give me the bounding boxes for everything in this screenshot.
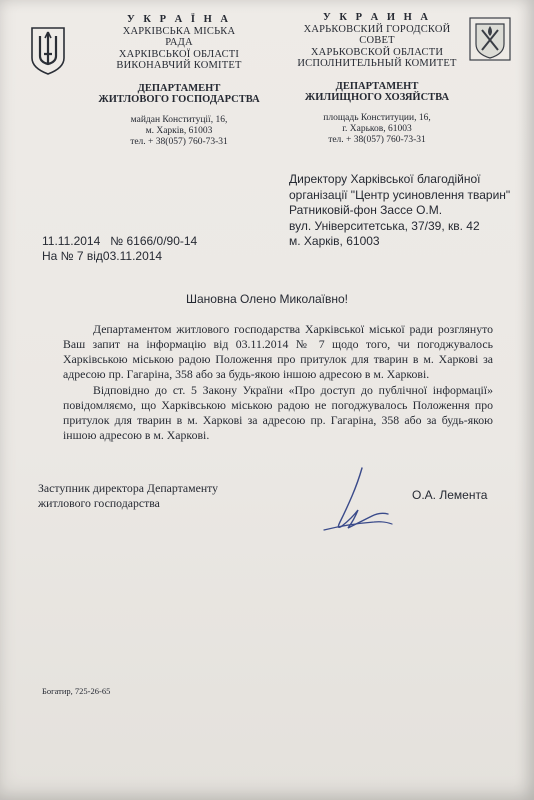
executor-footer: Богатир, 725-26-65 [42, 686, 111, 696]
signatory-position [38, 481, 218, 511]
recipient-line: організації "Центр усиновлення тварин" [289, 187, 511, 202]
header-rus-dept: ДЕПАРТАМЕНТ [335, 80, 419, 92]
header-rus-dept: ЖИЛИЩНОГО ХОЗЯЙСТВА [304, 92, 450, 103]
header-ukr-line: РАДА [165, 37, 193, 48]
signatory-position-line: житлового господарства [38, 496, 160, 510]
header-ukr-address: м. Харків, 61003 [145, 125, 213, 136]
header-rus-line: ИСПОЛНИТЕЛЬНЫЙ КОМИТЕТ [297, 58, 457, 69]
header-rus-line: СОВЕТ [359, 35, 395, 46]
header-ukr-line: ВИКОНАВЧИЙ КОМІТЕТ [116, 60, 242, 71]
header-ukr-line: У К Р А Ї Н А [127, 14, 231, 25]
ukraine-trident-emblem-icon [28, 24, 68, 76]
recipient-line: вул. Університетська, 37/39, кв. 42 [289, 218, 480, 233]
kharkiv-city-arms-icon [468, 16, 512, 62]
registration-block [42, 234, 197, 263]
body-paragraph: Відповідно до ст. 5 Закону України «Про доступ до публічної інформації» повідомляємо, що Харківською міською радою не погоджувалось Положення про притулок для тварин в м. Харкові за адресою пр. Гагаріна, 358 або за будь-якою іншою адресою в м. Харкові. [63, 383, 493, 442]
header-ukr-dept: ЖИТЛОВОГО ГОСПОДАРСТВА [98, 94, 260, 105]
outgoing-number: 11.11.2014 № 6166/0/90-14 [42, 234, 198, 248]
recipient-line: м. Харків, 61003 [289, 234, 380, 248]
handwritten-signature [318, 464, 398, 538]
header-russian [284, 12, 470, 146]
header-ukr-line: ХАРКІВСЬКА МІСЬКА [122, 25, 236, 37]
header-rus-address: г. Харьков, 61003 [342, 123, 412, 134]
recipient-line: Ратниковій-фон Зассе О.М. [289, 203, 443, 217]
recipient-block [289, 172, 527, 250]
header-rus-phone: тел. + 38(057) 760-73-31 [328, 134, 426, 145]
recipient-line: Директору Харківської благодійної [289, 172, 481, 186]
header-rus-line: У К Р А И Н А [323, 12, 431, 23]
signatory-position-line: Заступник директора Департаменту [38, 481, 219, 495]
incoming-reference: На № 7 від03.11.2014 [42, 248, 163, 263]
header-ukr-phone: тел. + 38(057) 760-73-31 [130, 136, 228, 147]
signatory-name: О.А. Лемента [412, 488, 488, 502]
header-ukrainian [86, 14, 272, 148]
header-ukr-line: ХАРКІВСЬКОЇ ОБЛАСТІ [118, 48, 240, 60]
letter-body [63, 322, 493, 444]
header-ukr-dept: ДЕПАРТАМЕНТ [137, 82, 221, 94]
header-rus-line: ХАРЬКОВСКИЙ ГОРОДСКОЙ [303, 23, 451, 35]
header-rus-address: площадь Конституции, 16, [323, 112, 431, 123]
greeting: Шановна Олено Миколаївно! [185, 292, 348, 306]
header-ukr-address: майдан Конституції, 16, [130, 114, 228, 125]
body-paragraph: Департаментом житлового господарства Харківської міської ради розглянуто Ваш запит на інформацію від 03.11.2014 № 7 щодо того, чи погоджувалось Харківською міською радою Положення про притулок для тварин в м. Харкові за адресою пр. Гагаріна, 358 або за будь-якою іншою адресою в м. Харкові. [63, 322, 493, 381]
header-rus-line: ХАРЬКОВСКОЙ ОБЛАСТИ [310, 46, 444, 58]
